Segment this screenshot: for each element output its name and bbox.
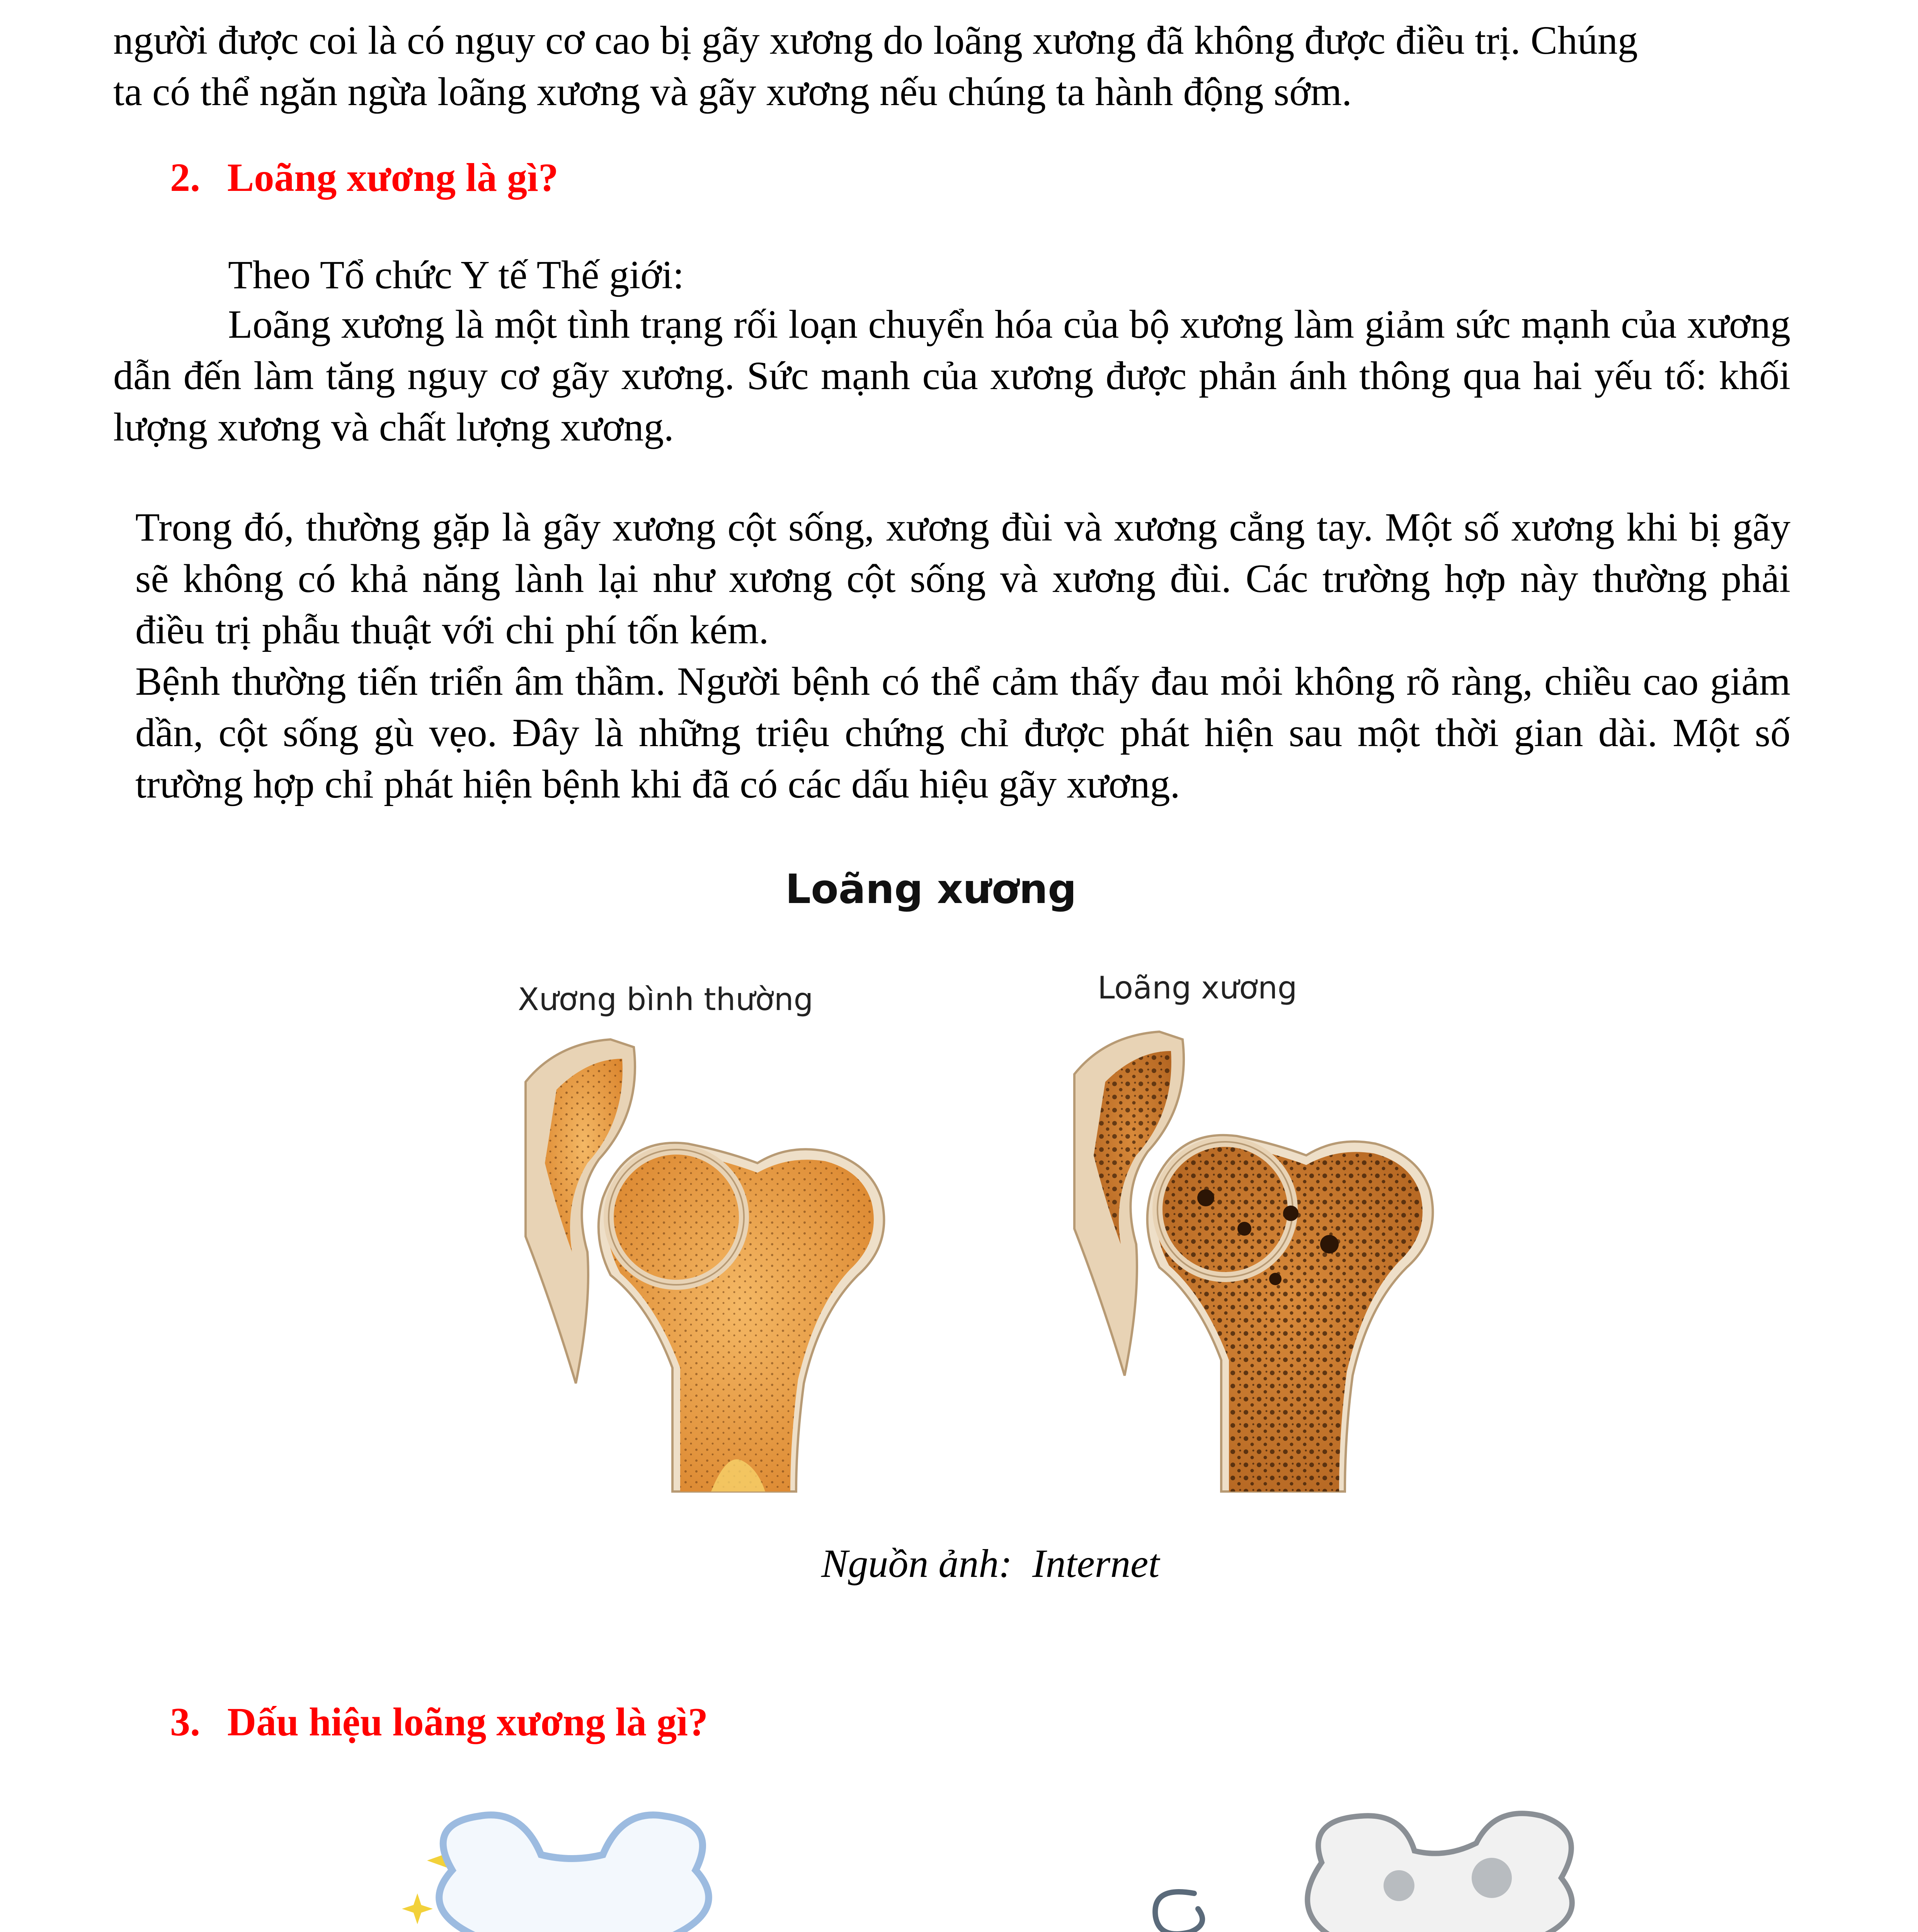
section-2-heading — [170, 152, 558, 203]
osteoporosis-definition: Loãng xương là một tình trạng rối loạn chuyển hóa của bộ xương làm giảm sức mạnh của xương dẫn đến làm tăng nguy cơ gãy xương. Sức mạnh của xương được phản ánh thông qua hai yếu tố: khối lượng xương và chất lượng xương. — [113, 302, 1790, 449]
intro-line-1: người được coi là có nguy cơ cao bị gãy xương do loãng xương đã không được điều trị. Chúng — [113, 18, 1638, 63]
intro-line-2: ta có thể ngăn ngừa loãng xương và gãy xương nếu chúng ta hành động sớm. — [113, 70, 1352, 114]
healthy-bone-cartoon — [216, 1808, 951, 1932]
weak-bone-cartoon — [1105, 1808, 1762, 1932]
figure-1-caption: Nguồn ảnh: Internet — [821, 1541, 1160, 1586]
section-3-title: Dấu hiệu loãng xương là gì? — [227, 1700, 708, 1744]
section-3-number: 3. — [170, 1700, 200, 1744]
section-3-heading — [170, 1696, 708, 1748]
section-2-number: 2. — [170, 155, 200, 200]
section-2-title: Loãng xương là gì? — [227, 155, 558, 200]
osteoporotic-hip-bone-illustration — [1059, 1028, 1484, 1499]
normal-hip-bone-illustration — [510, 1036, 897, 1499]
figure-1-label-osteoporosis: Loãng xương — [1098, 970, 1297, 1006]
figure-1-label-normal: Xương bình thường — [518, 981, 813, 1017]
progression-paragraph: Bệnh thường tiến triển âm thầm. Người bệnh có thể cảm thấy đau mỏi không rõ ràng, chiều cao giảm dần, cột sống gù vẹo. Đây là những triệu chứng chỉ được phát hiện sau một thời gian dài. Một số trường hợp chỉ phát hiện bệnh khi đã có các dấu hiệu gãy xương. — [135, 659, 1790, 806]
fractures-paragraph: Trong đó, thường gặp là gãy xương cột sống, xương đùi và xương cẳng tay. Một số xương khi bị gãy sẽ không có khả năng lành lại như xương cột sống và xương đùi. Các trường hợp này thường phải điều trị phẫu thuật với chi phí tốn kém. — [135, 505, 1790, 652]
who-intro: Theo Tổ chức Y tế Thế giới: — [228, 253, 684, 297]
figure-1-title: Loãng xương — [785, 866, 1077, 913]
